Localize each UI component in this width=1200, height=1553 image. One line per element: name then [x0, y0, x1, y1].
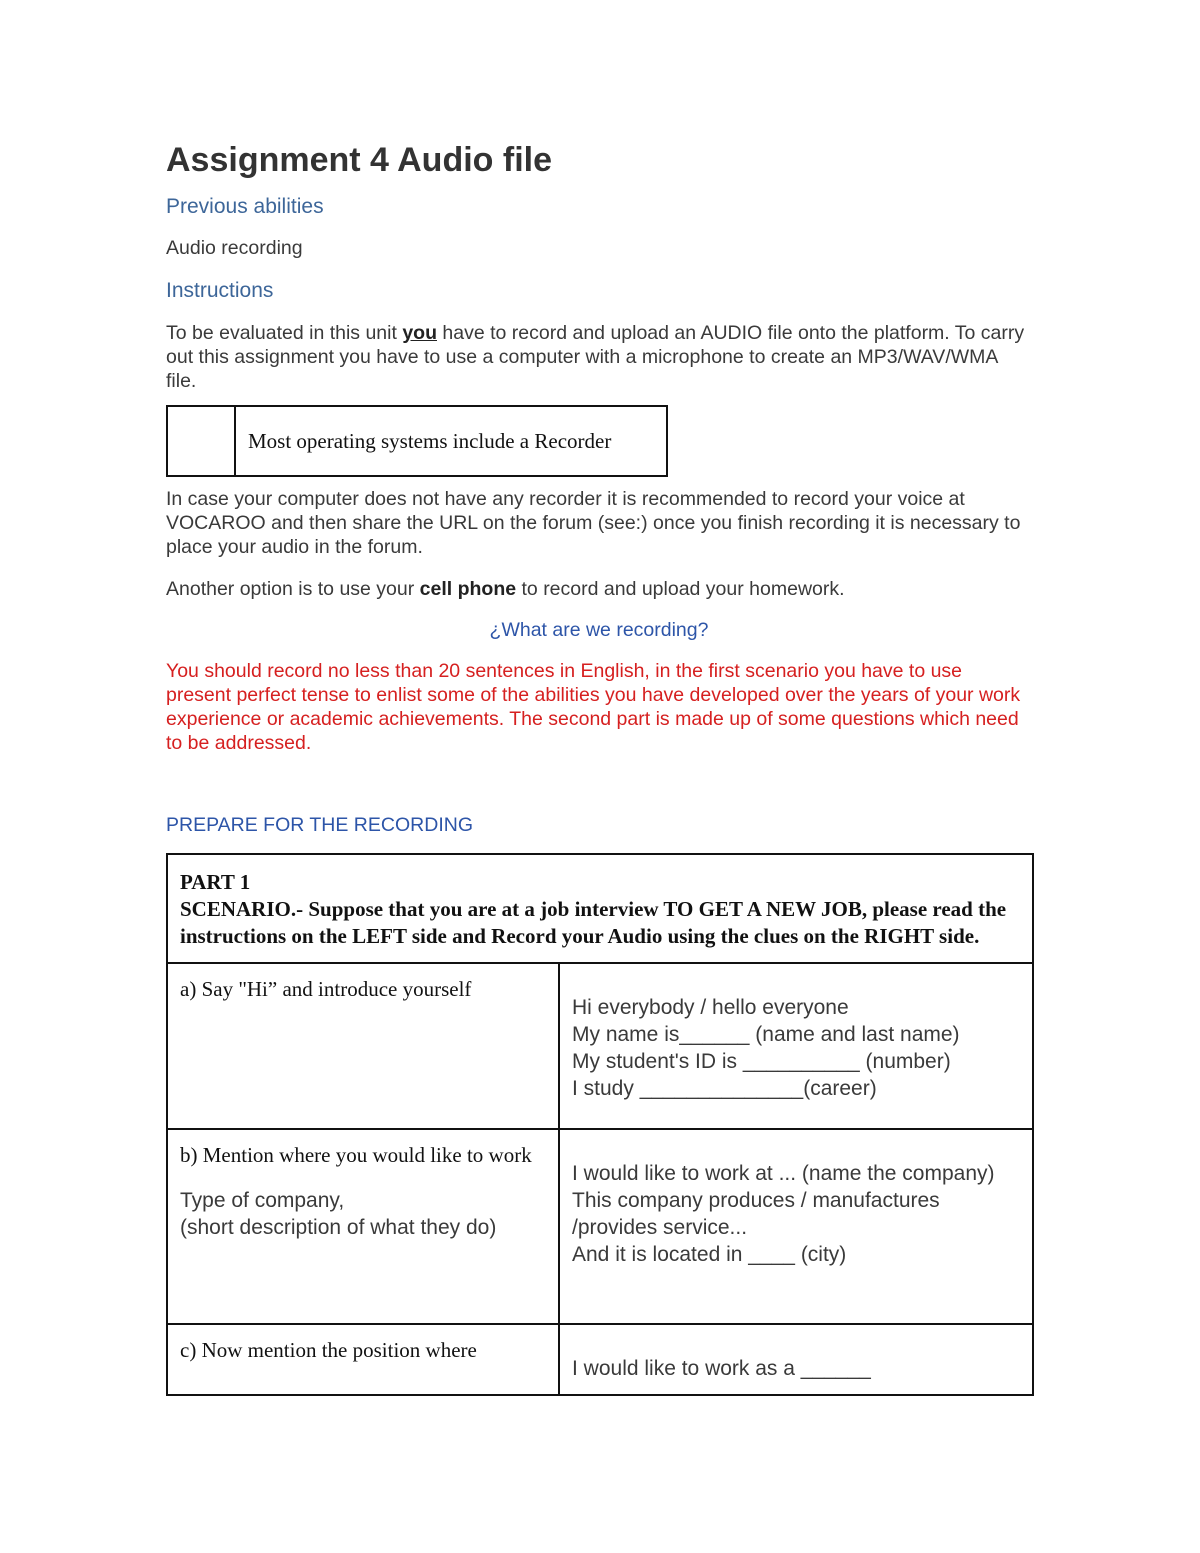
previous-abilities-text: Audio recording — [166, 237, 303, 259]
instruction-text: b) Mention where you would like to work — [180, 1143, 532, 1167]
clue-line: My name is______ (name and last name) — [572, 1023, 960, 1046]
emphasis-cell-phone: cell phone — [419, 578, 517, 600]
instruction-text: c) Now mention the position where — [180, 1338, 477, 1362]
prepare-heading: PREPARE FOR THE RECORDING — [166, 814, 473, 836]
recorder-note-box — [166, 405, 668, 477]
instructions-paragraph-3 — [166, 577, 1032, 601]
option-text: Another option is to use your — [166, 578, 420, 600]
instructions-text-cont: have to record and upload an AUDIO file onto the platform. To carry out this assignment you have to use a computer with a microphone to create an MP3/WAV/WMA file. — [166, 322, 1025, 392]
clue-line: I would like to work as a ______ — [572, 1357, 871, 1380]
recording-requirements: You should record no less than 20 sentences in English, in the first scenario you have to use present perfect tense to enlist some of the abilities you have developed over the years of your work experience or academic achievements. The second part is made up of some questions which need to be addressed. — [166, 660, 1021, 754]
clue-line: I study ______________(career) — [572, 1077, 877, 1100]
instruction-text: a) Say "Hi” and introduce yourself — [180, 977, 472, 1001]
note-empty-cell — [167, 406, 235, 476]
page-title: Assignment 4 Audio file — [166, 141, 553, 179]
instruction-detail: Type of company, — [180, 1189, 345, 1212]
part1-table — [166, 853, 1034, 1396]
note-text: Most operating systems include a Recorder — [235, 406, 667, 476]
previous-abilities-heading: Previous abilities — [166, 195, 324, 218]
instructions-paragraph-2: In case your computer does not have any recorder it is recommended to record your voice at VOCAROO and then share the URL on the forum (see:) once you finish recording it is necessary to place your audio in the forum. — [166, 488, 1021, 558]
table-row — [167, 1324, 1033, 1395]
document-page — [166, 140, 1032, 1396]
clue-line: I would like to work at ... (name the company) — [572, 1162, 995, 1185]
clues-cell — [559, 1129, 1033, 1324]
clue-line: Hi everybody / hello everyone — [572, 996, 849, 1019]
instruction-detail: (short description of what they do) — [180, 1216, 497, 1239]
table-row — [167, 963, 1033, 1129]
instructions-paragraph-1 — [166, 321, 1032, 393]
instructions-text: To be evaluated in this unit — [166, 322, 403, 344]
emphasis-you: you — [402, 322, 437, 344]
part1-title: PART 1 — [180, 870, 251, 894]
recording-question: ¿What are we recording? — [489, 619, 709, 641]
instruction-cell — [167, 1129, 559, 1324]
instruction-cell — [167, 1324, 559, 1395]
part1-header-cell — [167, 854, 1033, 963]
clues-cell — [559, 963, 1033, 1129]
clue-line: And it is located in ____ (city) — [572, 1243, 847, 1266]
clue-line: This company produces / manufactures /provides service... — [572, 1189, 940, 1239]
part1-scenario: SCENARIO.- Suppose that you are at a job interview TO GET A NEW JOB, please read the instructions on the LEFT side and Record your Audio using the clues on the RIGHT side. — [180, 897, 1007, 948]
clues-cell — [559, 1324, 1033, 1395]
table-row — [167, 1129, 1033, 1324]
clue-line: My student's ID is __________ (number) — [572, 1050, 951, 1073]
instructions-heading: Instructions — [166, 279, 274, 302]
option-text-cont: to record and upload your homework. — [516, 578, 845, 600]
instruction-cell — [167, 963, 559, 1129]
